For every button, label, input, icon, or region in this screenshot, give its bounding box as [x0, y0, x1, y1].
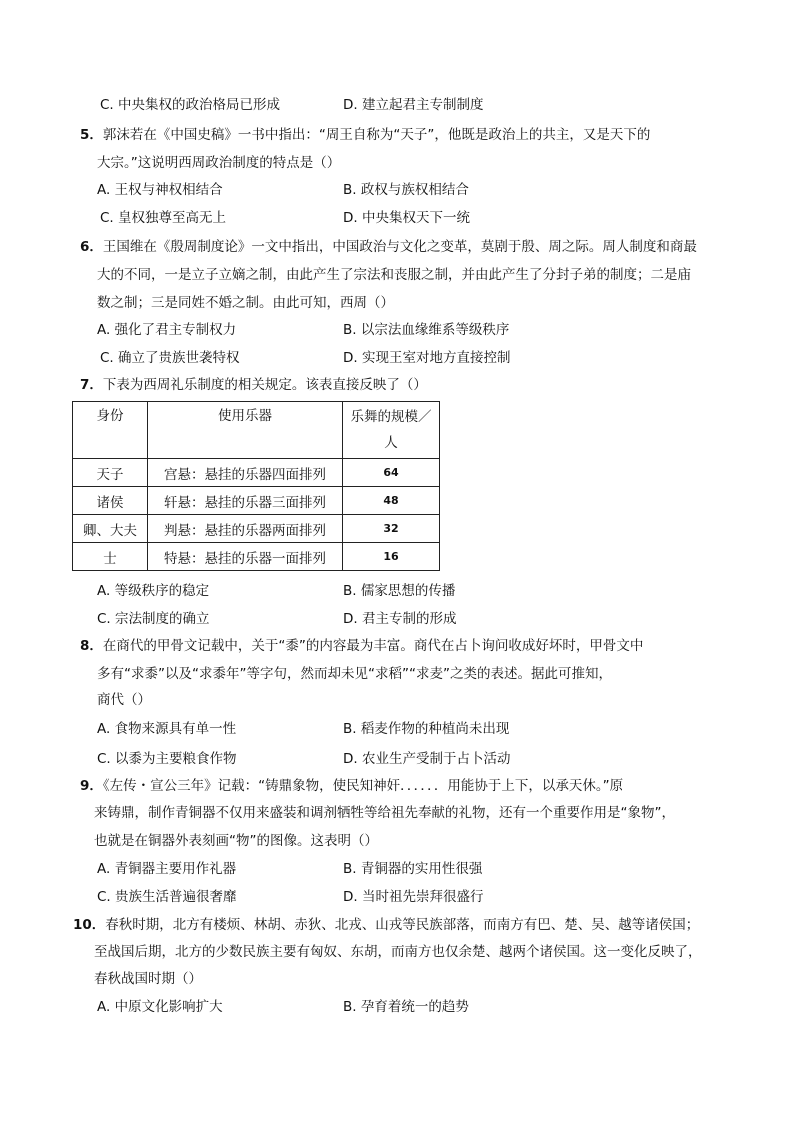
question-number: 5． — [80, 127, 103, 143]
table-header-cell: 使用乐器 — [148, 402, 343, 459]
question-text: 在商代的甲骨文记载中，关于“黍”的内容最为丰富。商代在占卜询问收成好坏时，甲骨文中 — [102, 638, 644, 654]
question-text: 来铸鼎，制作青铜器不仅用来盛装和调剂牺牲等给祖先奉献的礼物，还有一个重要作用是“象物”， — [94, 805, 675, 821]
table-cell: 天子 — [73, 459, 148, 487]
option-d: D. 实现王室对地方直接控制 — [343, 350, 511, 366]
question-number: 10． — [73, 917, 106, 933]
question-text: 大宗。”这说明西周政治制度的特点是（） — [97, 155, 341, 171]
question-text: 数之制；三是同姓不婚之制。由此可知，西周（） — [97, 295, 394, 311]
option-d: D. 建立起君主专制制度 — [343, 97, 484, 113]
question-text: 至战国后期，北方的少数民族主要有匈奴、东胡，而南方也仅余楚、越两个诸侯国。这一变化反映了， — [94, 944, 702, 960]
question-number: 6． — [80, 239, 103, 255]
table-row — [73, 487, 440, 515]
option-b: B. 以宗法血缘维系等级秩序 — [343, 322, 510, 338]
question-text: 大的不同，一是立子立嫡之制，由此产生了宗法和丧服之制，并由此产生了分封子弟的制度；二是庙 — [97, 267, 691, 283]
option-b: B. 稻麦作物的种植尚未出现 — [343, 721, 510, 737]
question-number: 7． — [80, 377, 103, 393]
option-d: D. 君主专制的形成 — [343, 611, 457, 627]
option-b: B. 青铜器的实用性很强 — [343, 861, 483, 877]
table-cell: 特悬：悬挂的乐器一面排列 — [148, 543, 343, 571]
question-text: 也就是在铜器外表刻画“物”的图像。这表明（） — [94, 833, 378, 849]
option-a: A. 王权与神权相结合 — [97, 182, 223, 198]
option-a: A. 食物来源具有单一性 — [97, 721, 237, 737]
option-c: C. 中央集权的政治格局已形成 — [100, 97, 281, 113]
question-text: 春秋时期，北方有楼烦、林胡、赤狄、北戎、山戎等民族部落，而南方有巴、楚、吴、越等诸侯国； — [105, 917, 700, 933]
table-row — [73, 515, 440, 543]
option-b: B. 政权与族权相结合 — [343, 182, 469, 198]
table-cell: 轩悬：悬挂的乐器三面排列 — [148, 487, 343, 515]
option-a: A. 青铜器主要用作礼器 — [97, 861, 237, 877]
option-c: C. 确立了贵族世袭特权 — [100, 350, 240, 366]
question-text: 下表为西周礼乐制度的相关规定。该表直接反映了（） — [102, 377, 427, 393]
table-header-cell: 乐舞的规模／ 人 — [343, 402, 440, 459]
table-cell: 诸侯 — [73, 487, 148, 515]
option-c: C. 以黍为主要粮食作物 — [97, 751, 237, 767]
table-row — [73, 459, 440, 487]
question-text: 郭沫若在《中国史稿》一书中指出：“周王自称为“天子”，他既是政治上的共主，又是天下的 — [102, 127, 651, 143]
option-a: A. 强化了君主专制权力 — [97, 322, 237, 338]
option-a: A. 等级秩序的稳定 — [97, 583, 210, 599]
table-row — [73, 543, 440, 571]
question-text: 春秋战国时期（） — [94, 971, 202, 987]
question-number: 8． — [80, 638, 103, 654]
question-number: 9． — [80, 778, 103, 794]
table-header-row — [73, 402, 440, 459]
option-d: D. 中央集权天下一统 — [343, 210, 470, 226]
table-header-cell: 身份 — [73, 402, 148, 459]
question-text: 商代（） — [97, 692, 151, 708]
question-text: 多有“求黍”以及“求黍年”等字句，然而却未见“求稻”“求麦”之类的表述。据此可推知， — [97, 666, 612, 682]
table-cell: 判悬：悬挂的乐器两面排列 — [148, 515, 343, 543]
question-text: 王国维在《殷周制度论》一文中指出，中国政治与文化之变革，莫剧于殷、周之际。周人制度和商最 — [102, 239, 697, 255]
table-cell: 64 — [343, 459, 440, 487]
rites-table — [72, 401, 440, 571]
table-cell: 宫悬：悬挂的乐器四面排列 — [148, 459, 343, 487]
question-text: 《左传・宣公三年》记载：“铸鼎象物，使民知神奸．．．．．．用能协于上下，以承天休。”原 — [102, 778, 624, 794]
option-b: B. 孕育着统一的趋势 — [343, 999, 469, 1015]
table-cell: 16 — [343, 543, 440, 571]
option-c: C. 皇权独尊至高无上 — [100, 210, 227, 226]
table-cell: 士 — [73, 543, 148, 571]
option-c: C. 贵族生活普遍很奢靡 — [97, 889, 237, 905]
option-d: D. 当时祖先崇拜很盛行 — [343, 889, 484, 905]
table-cell: 32 — [343, 515, 440, 543]
table-cell: 48 — [343, 487, 440, 515]
option-a: A. 中原文化影响扩大 — [97, 999, 223, 1015]
option-d: D. 农业生产受制于占卜活动 — [343, 751, 511, 767]
option-b: B. 儒家思想的传播 — [343, 583, 456, 599]
option-c: C. 宗法制度的确立 — [97, 611, 210, 627]
table-cell: 卿、大夫 — [73, 515, 148, 543]
